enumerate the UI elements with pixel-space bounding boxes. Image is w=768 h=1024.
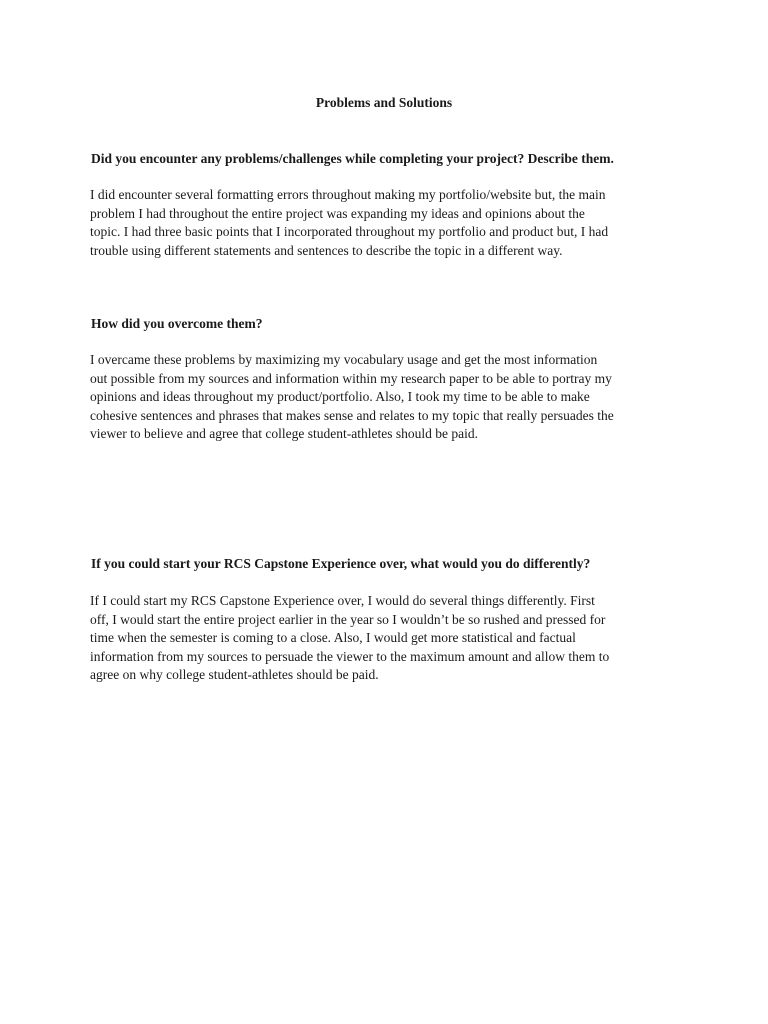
answer-line: problem I had throughout the entire project was expanding my ideas and opinions about the [90, 205, 585, 221]
answer-line: out possible from my sources and information within my research paper to be able to portray my [90, 370, 612, 386]
answer-line: If I could start my RCS Capstone Experience over, I would do several things differently. First [90, 593, 595, 608]
page-title: Problems and Solutions [315, 95, 453, 110]
answer-problems [90, 186, 690, 260]
question-overcome: How did you overcome them? [91, 316, 263, 331]
answer-line: off, I would start the entire project earlier in the year so I wouldn’t be so rushed and pressed for [90, 611, 606, 627]
answer-line: information from my sources to persuade the viewer to the maximum amount and allow them to [90, 648, 610, 664]
answer-start-over [90, 592, 690, 685]
answer-line: trouble using different statements and sentences to describe the topic in a different way. [90, 242, 563, 258]
answer-line: viewer to believe and agree that college student-athletes should be paid. [90, 426, 478, 442]
answer-line: agree on why college student-athletes should be paid. [90, 667, 379, 683]
answer-line: cohesive sentences and phrases that makes sense and relates to my topic that really persuades the [90, 407, 614, 423]
question-problems: Did you encounter any problems/challenges while completing your project? Describe them. [91, 151, 614, 166]
answer-overcome [90, 351, 690, 444]
question-start-over: If you could start your RCS Capstone Experience over, what would you do differently? [91, 556, 591, 571]
answer-line: opinions and ideas throughout my product/portfolio. Also, I took my time to be able to make [90, 389, 590, 405]
answer-line: topic. I had three basic points that I incorporated throughout my portfolio and product but, I had [90, 224, 609, 240]
answer-line: I overcame these problems by maximizing my vocabulary usage and get the most information [90, 352, 598, 367]
answer-line: time when the semester is coming to a close. Also, I would get more statistical and factual [90, 630, 576, 646]
answer-line: I did encounter several formatting errors throughout making my portfolio/website but, the main [90, 187, 606, 202]
